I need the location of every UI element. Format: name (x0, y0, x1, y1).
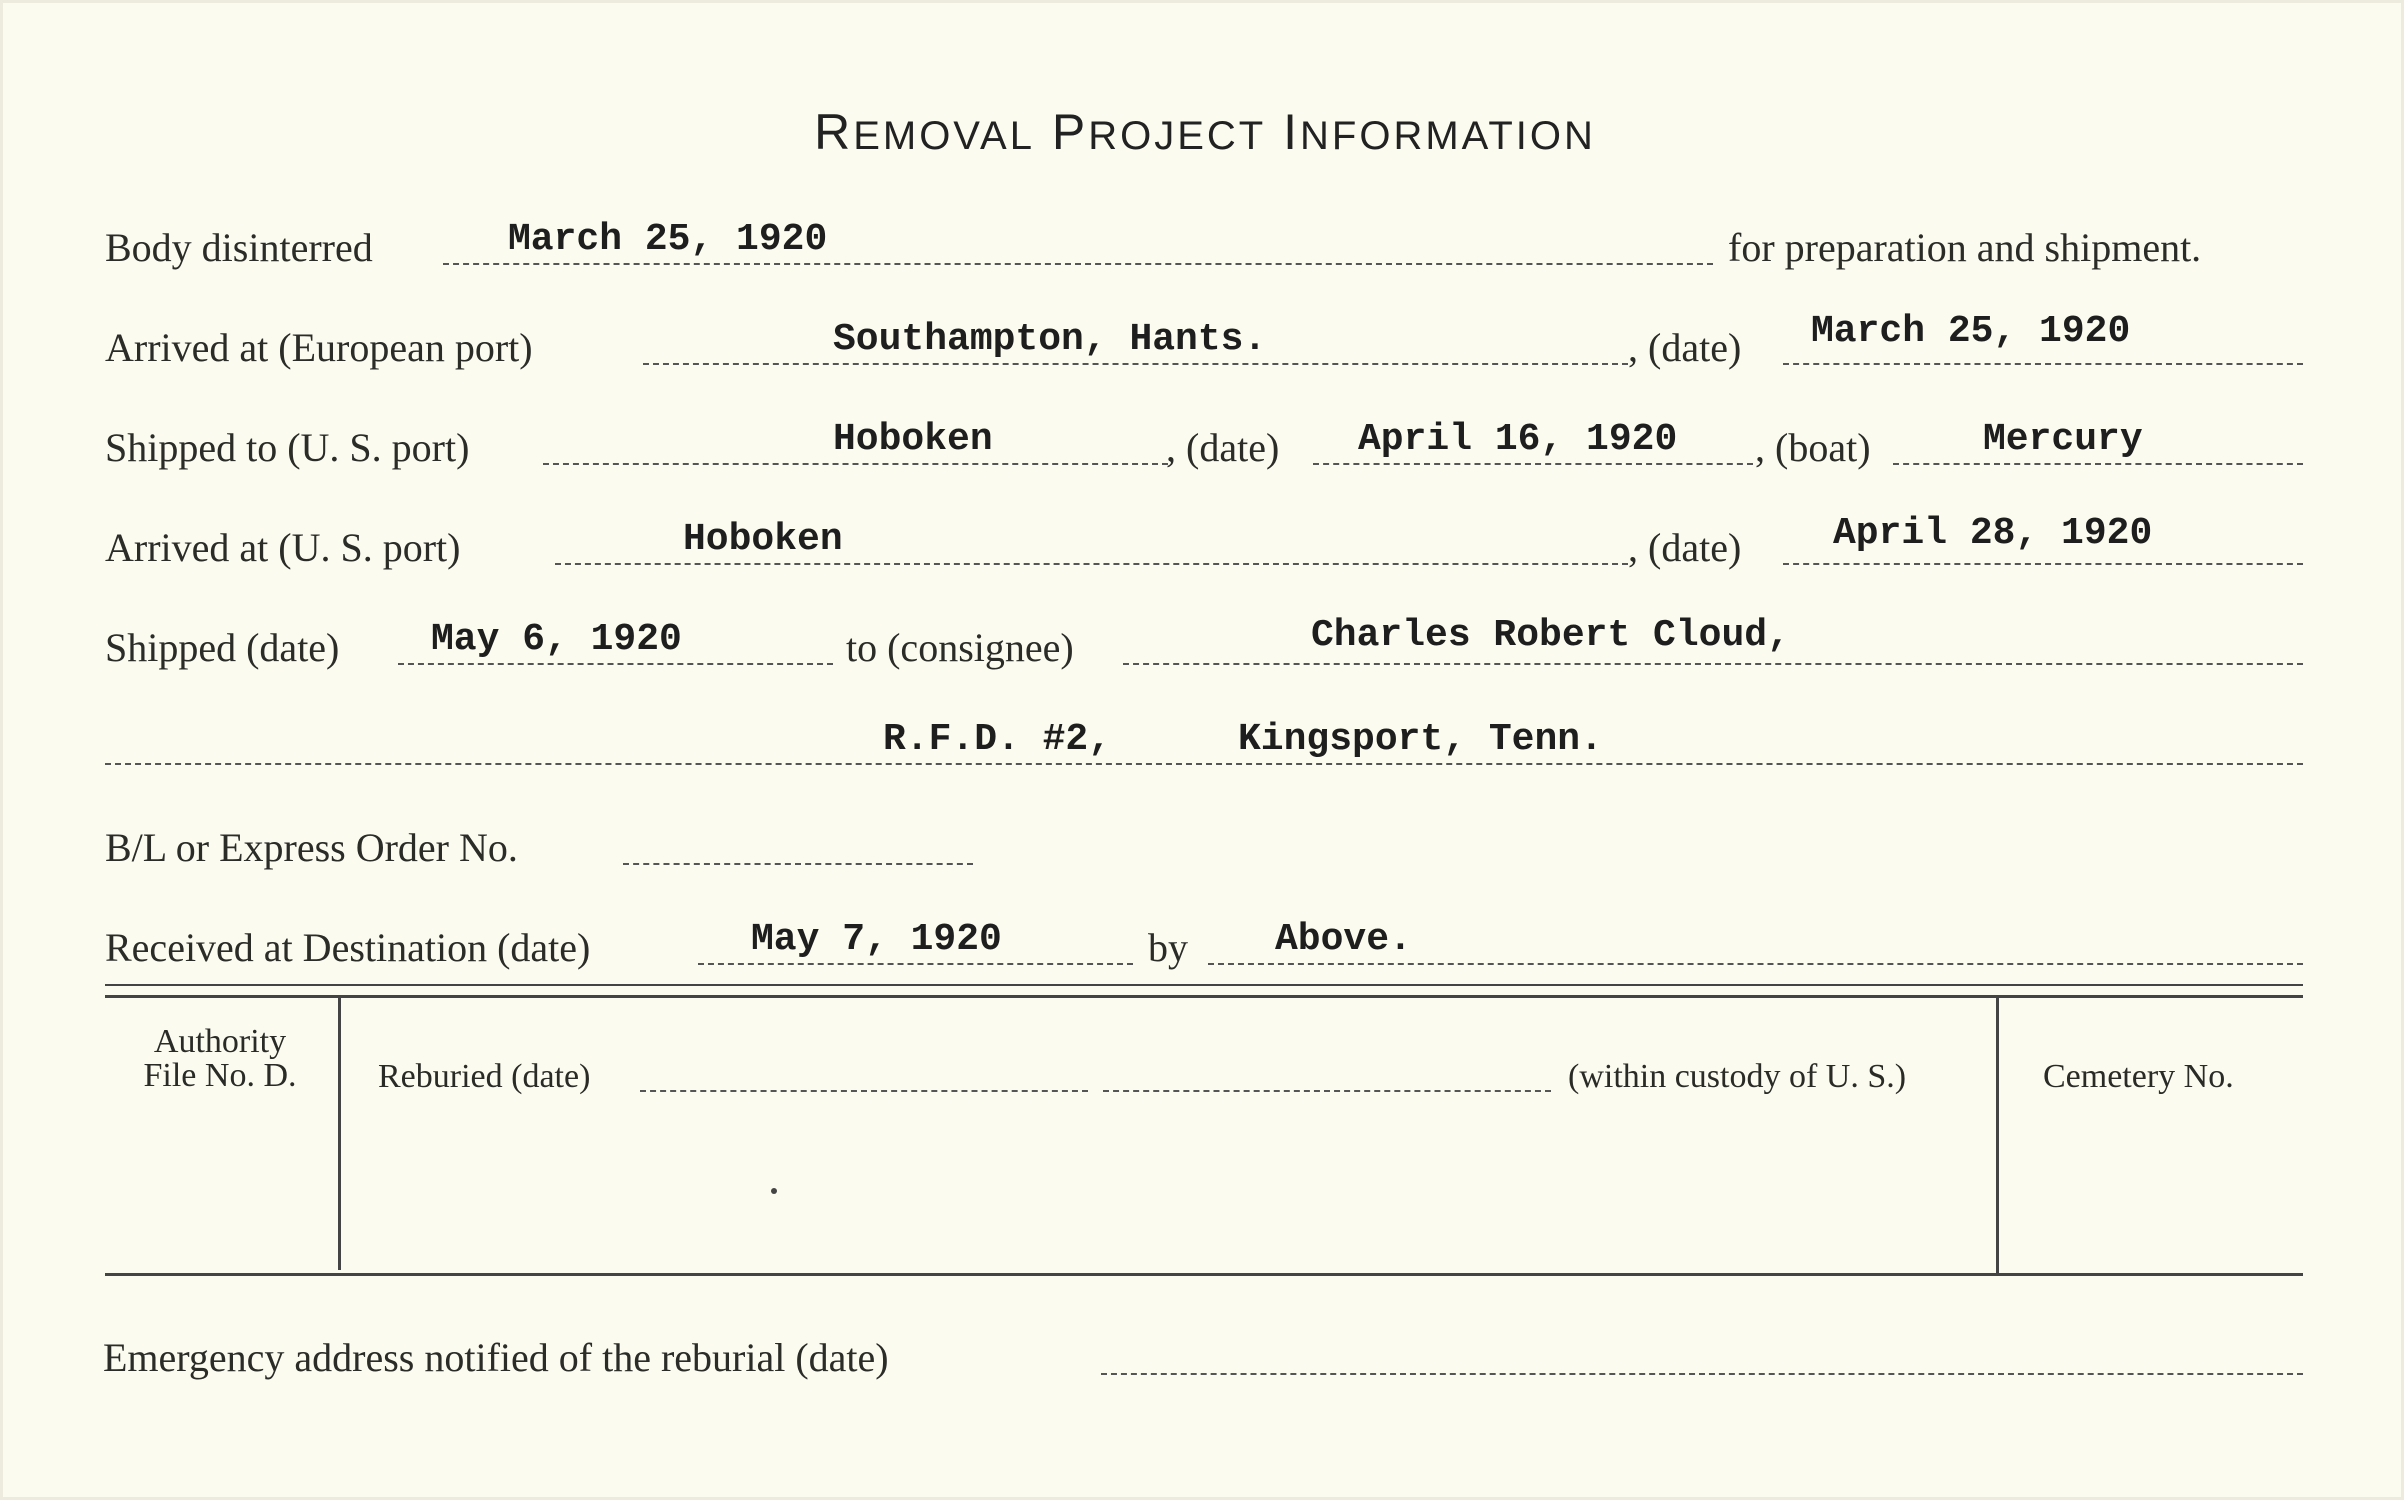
row-arrived-european (3, 310, 2404, 383)
row-shipped (3, 613, 2404, 683)
title-letter: I (1283, 104, 1301, 160)
bl-line (623, 863, 973, 865)
box-divider-left (338, 998, 341, 1270)
consignee-label: to (consignee) (846, 625, 1074, 670)
bl-label: B/L or Express Order No. (105, 825, 518, 870)
shipped-us-label: Shipped to (U. S. port) (105, 425, 470, 470)
received-date-line (698, 963, 1133, 965)
received-by: Above. (1275, 918, 1412, 961)
row-received (3, 913, 2404, 983)
box-top-rule-a (105, 984, 2303, 986)
row-address (3, 713, 2404, 783)
received-by-line (1208, 963, 2303, 965)
custody-label: (within custody of U. S.) (1568, 1058, 1907, 1095)
cemetery-label: Cemetery No. (2043, 1058, 2234, 1095)
disinterred-suffix: for preparation and shipment. (1728, 225, 2202, 270)
reburied-label: Reburied (date) (378, 1058, 591, 1095)
arrived-eu-port: Southampton, Hants. (833, 318, 1267, 361)
received-date: May 7, 1920 (751, 918, 1002, 961)
arrived-eu-label: Arrived at (European port) (105, 325, 533, 370)
arrived-us-port: Hoboken (683, 518, 843, 561)
title-letter: P (1051, 104, 1089, 160)
title-part: ROJECT (1088, 114, 1267, 158)
title-part: EMOVAL (853, 114, 1035, 158)
shipped-us-line (543, 463, 1168, 465)
arrived-us-date: April 28, 1920 (1833, 512, 2153, 555)
arrived-eu-date-label: , (date) (1628, 325, 1742, 370)
box-bottom-rule (105, 1273, 2303, 1276)
arrived-us-line (555, 563, 1628, 565)
box-divider-right (1996, 998, 1999, 1275)
authority-line-2: File No. D. (143, 1057, 297, 1094)
shipped-date-label: Shipped (date) (105, 625, 340, 670)
arrived-eu-line (643, 363, 1628, 365)
address-line (105, 763, 2303, 765)
shipped-us-port: Hoboken (833, 418, 993, 461)
disinterred-line (443, 263, 1713, 265)
disinterred-label: Body disinterred (105, 225, 373, 270)
arrived-us-date-label: , (date) (1628, 525, 1742, 570)
received-by-label: by (1148, 925, 1188, 970)
row-arrived-us (3, 513, 2404, 583)
form-title (3, 103, 2404, 161)
title-letter: R (814, 104, 854, 160)
title-part: NFORMATION (1300, 114, 1596, 158)
shipped-us-boat-line (1893, 463, 2303, 465)
consignee-value: Charles Robert Cloud, (1311, 614, 1790, 657)
shipped-us-boat: Mercury (1983, 418, 2143, 461)
emergency-label: Emergency address notified of the reburial (date) (103, 1335, 889, 1380)
row-shipped-us (3, 413, 2404, 483)
shipped-us-date-label: , (date) (1166, 425, 1280, 470)
shipped-us-date-line (1313, 463, 1753, 465)
shipped-us-boat-label: , (boat) (1755, 425, 1871, 470)
shipped-date: May 6, 1920 (431, 618, 682, 661)
shipped-us-date: April 16, 1920 (1358, 418, 1678, 461)
reburied-line-a (640, 1090, 1088, 1092)
ink-dot (771, 1188, 777, 1194)
consignee-line (1123, 663, 2303, 665)
arrived-us-label: Arrived at (U. S. port) (105, 525, 461, 570)
arrived-us-date-line (1783, 563, 2303, 565)
row-bl (3, 813, 2404, 883)
emergency-line (1101, 1373, 2303, 1375)
reburied-line-b (1103, 1090, 1551, 1092)
shipped-date-line (398, 663, 833, 665)
row-emergency (3, 1323, 2404, 1393)
disinterred-value: March 25, 1920 (508, 218, 828, 261)
arrived-eu-date: March 25, 1920 (1811, 310, 2131, 353)
received-label: Received at Destination (date) (105, 925, 591, 970)
address-rfd: R.F.D. #2, (883, 718, 1112, 761)
arrived-eu-date-line (1783, 363, 2303, 365)
box-top-rule-b (105, 995, 2303, 998)
address-city: Kingsport, Tenn. (1238, 718, 1603, 761)
authority-file-label (105, 1025, 335, 1093)
row-disinterred (3, 213, 2404, 283)
authority-line-1: Authority (153, 1023, 287, 1060)
